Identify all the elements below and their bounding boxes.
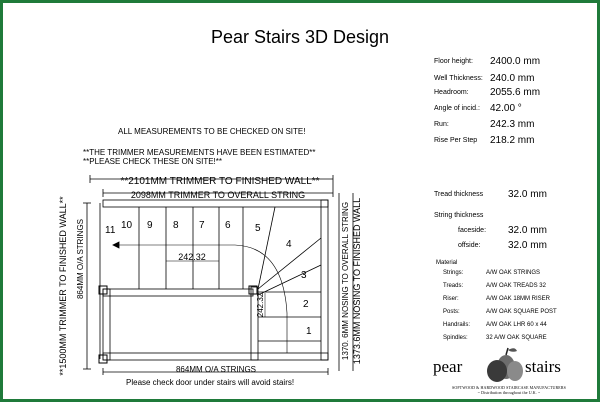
material-label: Handrails:: [443, 322, 471, 328]
label-going-top: 242.32: [178, 252, 206, 262]
note-door: Please check door under stairs will avoid stairs!: [126, 378, 295, 387]
step-number: 2: [303, 299, 309, 310]
left-string: [103, 289, 110, 360]
label-trimmer-string: 2098MM TRIMMER TO OVERALL STRING: [130, 190, 306, 200]
stair-plan-drawing: [3, 3, 597, 399]
label-right-inner: 1370. 6MM NOSING TO OVERALL STRING: [341, 201, 350, 361]
material-value: A/W OAK TREADS 32: [486, 283, 546, 289]
step-number: 5: [255, 223, 261, 234]
label-going-side: 242.32: [256, 292, 265, 318]
step-number: 3: [301, 270, 307, 281]
landing-rail: [103, 289, 253, 296]
tread-label: Tread thickness: [434, 191, 484, 198]
spec-label: Floor height:: [434, 58, 473, 65]
material-label: Riser:: [443, 296, 459, 302]
faceside-label: faceside:: [458, 227, 487, 234]
note-estimated: **THE TRIMMER MEASUREMENTS HAVE BEEN ESTIMATED**: [83, 148, 316, 157]
step-number: 11: [105, 225, 116, 236]
spec-label: Angle of incid.:: [434, 105, 480, 112]
right-string: [321, 200, 328, 360]
step-number: 1: [306, 326, 312, 337]
spec-value: 242.3 mm: [490, 119, 535, 130]
material-heading: Material: [436, 260, 458, 266]
spec-label: Rise Per Step: [434, 137, 478, 144]
label-left-vertical: **1500MM TRIMMER TO FINISHED WALL**: [58, 196, 68, 376]
step-number: 7: [199, 220, 205, 231]
step-number: 8: [173, 220, 179, 231]
material-label: Treads:: [443, 283, 464, 289]
spec-value: 240.0 mm: [490, 73, 535, 84]
step-number: 6: [225, 220, 231, 231]
spec-value: 2400.0 mm: [490, 56, 541, 67]
offside-value: 32.0 mm: [508, 240, 547, 251]
label-right-outer: 1373.6MM NOSING TO FINISHED WALL: [352, 197, 362, 365]
label-bottom: 864MM O/A STRINGS: [175, 365, 257, 374]
spec-value: 2055.6 mm: [490, 87, 541, 98]
note-check-these: **PLEASE CHECK THESE ON SITE!**: [83, 157, 223, 166]
faceside-value: 32.0 mm: [508, 225, 547, 236]
material-value: A/W OAK SQUARE POST: [486, 309, 557, 315]
label-trimmer-finished: **2101MM TRIMMER TO FINISHED WALL**: [120, 176, 320, 187]
step-number: 10: [121, 220, 133, 231]
logo-tagline-2: ~ Distribution throughout the U.K. ~: [477, 390, 541, 395]
material-label: Strings:: [443, 270, 464, 276]
logo-tagline: SOFTWOOD & HARDWOOD STAIRCASE MANUFACTURERS: [452, 385, 566, 390]
material-value: 32 A/W OAK SQUARE: [486, 335, 547, 341]
tread-value: 32.0 mm: [508, 189, 547, 200]
logo-word-left: pear: [433, 357, 463, 376]
label-left-inner: 864MM O/A STRINGS: [76, 218, 85, 300]
spec-value: 42.00 °: [490, 103, 522, 114]
material-label: Spindles:: [443, 335, 468, 341]
step-number: 9: [147, 220, 153, 231]
material-value: A/W OAK STRINGS: [486, 270, 541, 276]
material-label: Posts:: [443, 309, 460, 315]
drawing-sheet: [3, 3, 597, 399]
material-value: A/W OAK 18MM RISER: [486, 296, 551, 302]
spec-value: 218.2 mm: [490, 135, 535, 146]
spec-label: Run:: [434, 121, 449, 128]
offside-label: offside:: [458, 242, 481, 249]
note-check-site: ALL MEASUREMENTS TO BE CHECKED ON SITE!: [118, 127, 306, 136]
page-title: Pear Stairs 3D Design: [210, 27, 390, 47]
bottom-string: [103, 353, 328, 360]
logo-word-right: stairs: [525, 357, 561, 376]
top-string: [103, 200, 328, 207]
string-label: String thickness: [434, 212, 484, 219]
step-number: 4: [286, 239, 292, 250]
material-value: A/W OAK LHR 60 x 44: [486, 322, 547, 328]
spec-label: Headroom:: [434, 89, 469, 96]
spec-label: Well Thickness:: [434, 75, 483, 82]
